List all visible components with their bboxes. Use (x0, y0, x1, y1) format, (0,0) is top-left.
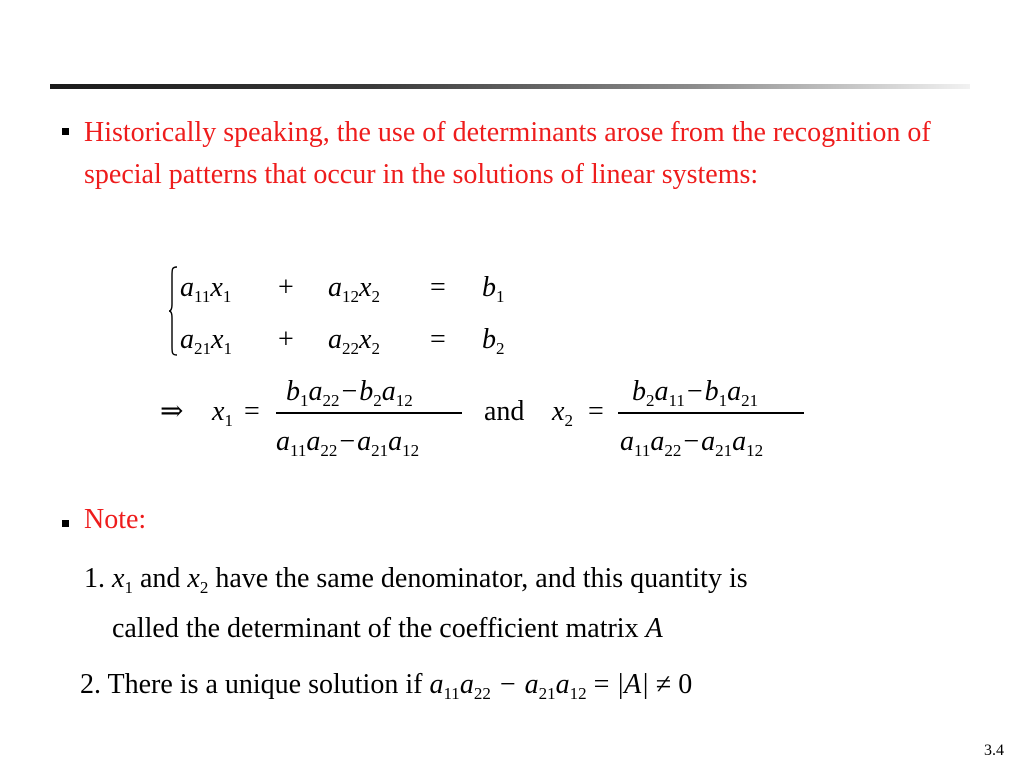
x2-fraction-bar (618, 412, 804, 414)
term-variable: b (632, 376, 646, 407)
term-variable: a (732, 426, 747, 457)
term-variable: a (459, 669, 474, 700)
term-subscript: 1 (300, 391, 309, 410)
term-variable: a (429, 669, 444, 700)
term-variable: a (524, 669, 539, 700)
system-row-2-term2: $a_{22}x_2$ (328, 324, 380, 358)
term-subscript: 11 (443, 684, 460, 703)
term-subscript: 22 (322, 391, 340, 410)
system-row-1: $a_{11}x_1$ (180, 272, 232, 306)
system-row-2-plus: + (278, 324, 294, 355)
bullet-square (62, 128, 69, 135)
note-title: Note: (84, 504, 147, 535)
determinant-symbol: |A| (616, 669, 649, 700)
term-subscript: 22 (473, 684, 491, 703)
term-variable: a (388, 426, 403, 457)
term-variable: a (276, 426, 290, 457)
term-subscript: 21 (741, 391, 759, 410)
system-row-2: $a_{21}x_1$ (180, 324, 232, 358)
left-brace (168, 266, 178, 356)
system-row-1-plus: + (278, 272, 294, 303)
x1-label: $x_1$ (212, 396, 233, 430)
term-variable: b (286, 376, 300, 407)
determinant-expression (429, 669, 587, 703)
term-variable: a (650, 426, 665, 457)
term-variable: a (555, 669, 570, 700)
term-subscript: 11 (668, 391, 685, 410)
note-item-1: 1. $x_1$ and $x_2$ have the same denominator, and this quantity is (84, 563, 748, 597)
x1-denominator (276, 426, 419, 461)
term-variable: a (308, 376, 323, 407)
term-variable: b (359, 376, 374, 407)
term-subscript: 12 (395, 391, 413, 410)
term-subscript: 21 (715, 441, 733, 460)
x1-equals: = (244, 396, 260, 427)
term-variable: a (654, 376, 669, 407)
term-variable: a (727, 376, 742, 407)
term-subscript: 2 (373, 391, 382, 410)
minus-operator: − (339, 426, 356, 457)
term-subscript: 1 (718, 391, 728, 410)
x2-denominator (620, 426, 763, 461)
term-subscript: 21 (371, 441, 389, 460)
term-variable: a (620, 426, 634, 457)
term-subscript: 12 (402, 441, 420, 460)
note-item-2: 2. There is a unique solution if $a_{11}a_{22} - a_{21}a_{12} = |A| \ne 0$ (80, 669, 693, 703)
system-row-1-term2: $a_{12}x_2$ (328, 272, 380, 306)
minus-operator: − (686, 376, 703, 407)
x2-label: $x_2$ (552, 396, 573, 430)
minus-operator: − (683, 426, 700, 457)
term-subscript: 22 (320, 441, 338, 460)
minus-operator: − (492, 669, 523, 700)
term-subscript: 22 (664, 441, 682, 460)
system-row-2-equals: = (430, 324, 446, 355)
minus-operator: − (341, 376, 358, 407)
title-divider (50, 84, 970, 89)
page-number: 3.4 (984, 742, 1004, 759)
implies-arrow: ⇒ (160, 396, 184, 427)
term-subscript: 11 (634, 441, 651, 460)
term-subscript: 11 (290, 441, 307, 460)
term-subscript: 12 (569, 684, 587, 703)
term-variable: a (701, 426, 716, 457)
system-row-1-equals: = (430, 272, 446, 303)
system-row-2-rhs: $b_2$ (482, 324, 505, 358)
note-item-1-line-2: called the determinant of the coefficient matrix A (112, 613, 663, 644)
term-variable: a (306, 426, 321, 457)
term-variable: a (381, 376, 396, 407)
term-subscript: 2 (646, 391, 655, 410)
x2-equals: = (588, 396, 604, 427)
term-variable: a (357, 426, 372, 457)
term-subscript: 21 (538, 684, 556, 703)
term-subscript: 12 (746, 441, 764, 460)
term-variable: b (704, 376, 719, 407)
x1-numerator (286, 376, 413, 411)
system-row-1-rhs: $b_1$ (482, 272, 505, 306)
x2-numerator (632, 376, 758, 411)
intro-paragraph: Historically speaking, the use of determinants arose from the recognition of special patterns that occur in the solutions of linear systems: (84, 117, 931, 190)
and-word: and (484, 396, 525, 427)
x1-fraction-bar (276, 412, 462, 414)
bullet-square (62, 520, 69, 527)
